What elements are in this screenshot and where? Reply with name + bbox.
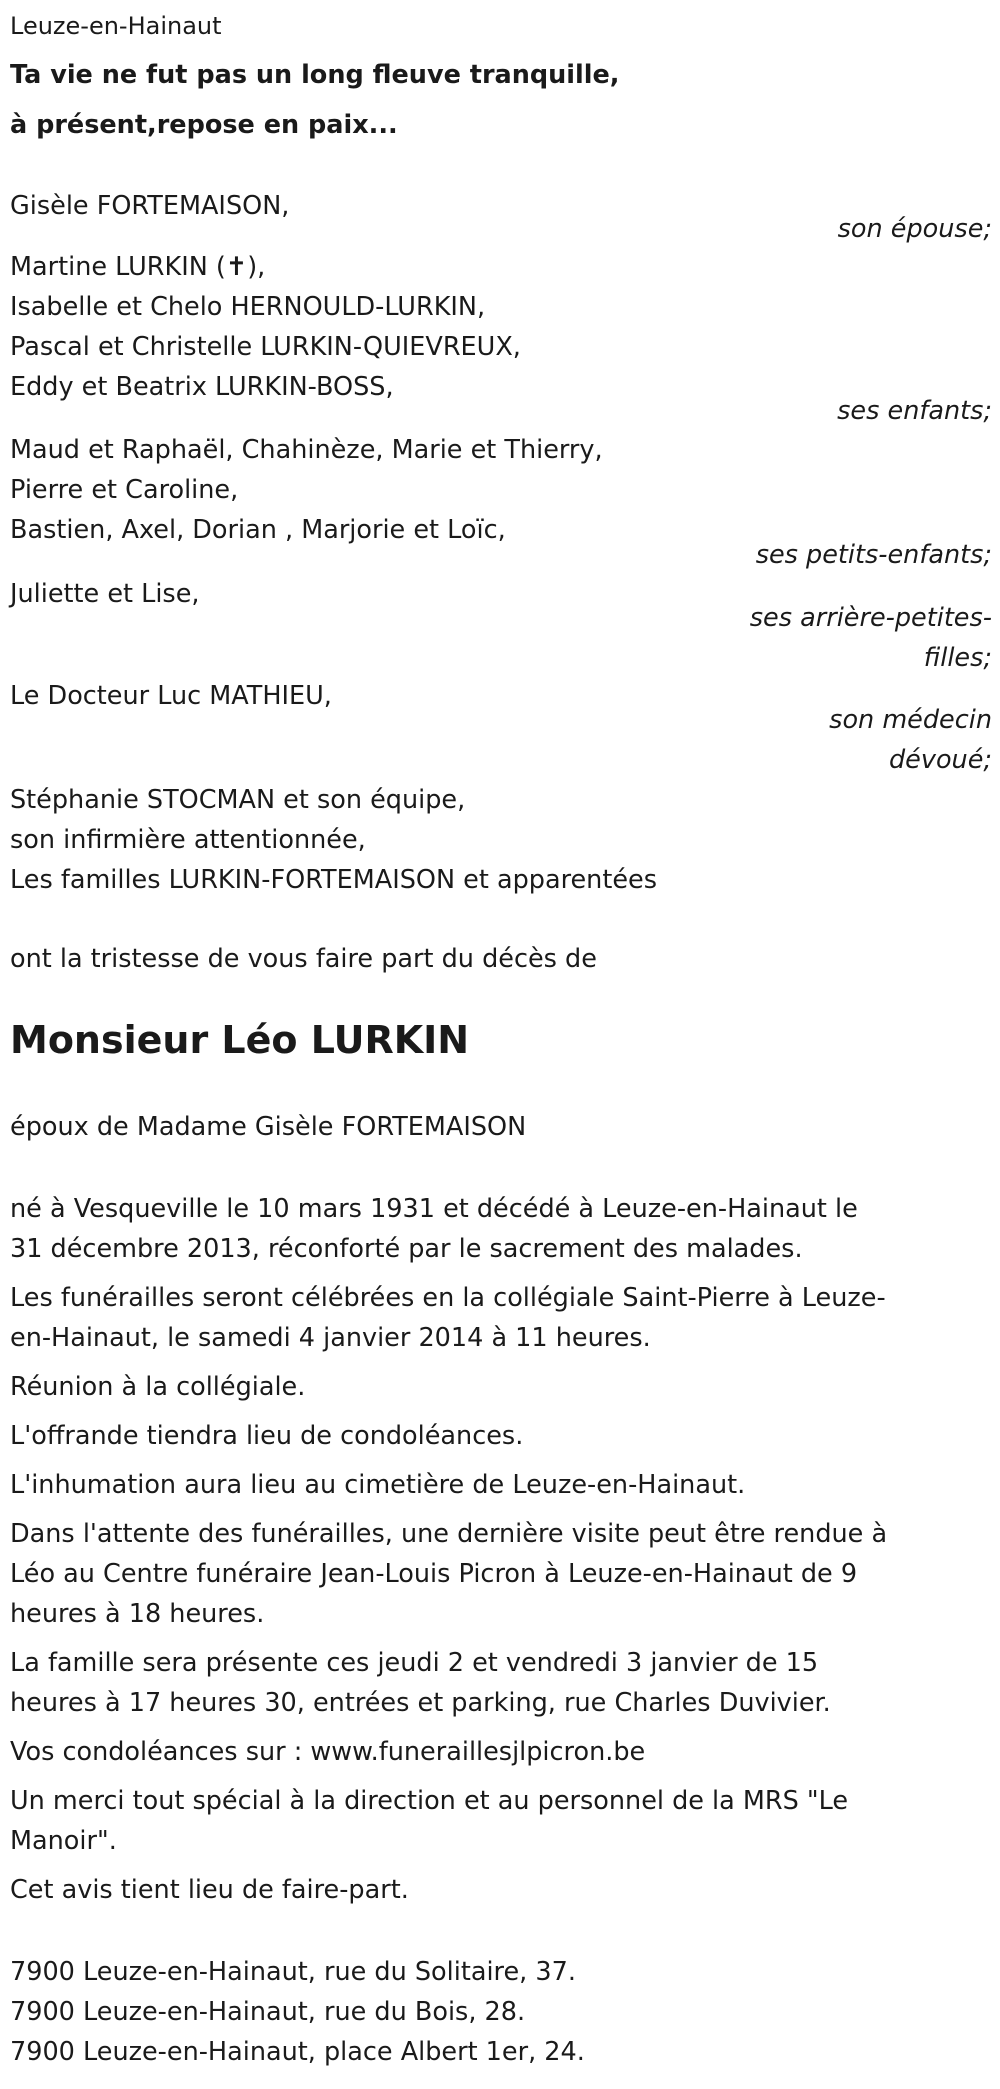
doctor-role-2: dévoué; xyxy=(888,745,992,775)
doctor-name: Le Docteur Luc MATHIEU, xyxy=(10,681,332,711)
verse-line-2: à présent,repose en paix... xyxy=(10,110,398,140)
announcement-text: ont la tristesse de vous faire part du décès de xyxy=(10,944,597,974)
child-name: Martine LURKIN (✝), xyxy=(10,252,266,282)
great-grandchild-name: Juliette et Lise, xyxy=(10,579,200,609)
grandchild-name: Pierre et Caroline, xyxy=(10,475,239,505)
grandchild-name: Maud et Raphaël, Chahinèze, Marie et Thierry, xyxy=(10,435,603,465)
other-mourner: son infirmière attentionnée, xyxy=(10,825,366,855)
detail-paragraph: né à Vesqueville le 10 mars 1931 et décédé à Leuze-en-Hainaut le 31 décembre 2013, réconforté par le sacrement des malades. xyxy=(10,1194,858,1264)
deceased-name: Monsieur Léo LURKIN xyxy=(10,1018,470,1062)
detail-paragraph: L'offrande tiendra lieu de condoléances. xyxy=(10,1421,524,1451)
other-mourner: Stéphanie STOCMAN et son équipe, xyxy=(10,785,466,815)
location-header: Leuze-en-Hainaut xyxy=(10,12,222,40)
verse-line-1: Ta vie ne fut pas un long fleuve tranquille, xyxy=(10,60,620,90)
grandchild-name: Bastien, Axel, Dorian , Marjorie et Loïc, xyxy=(10,515,506,545)
spouse-role: son épouse; xyxy=(837,214,992,244)
condolences-link-text: Vos condoléances sur : www.funeraillesjlpicron.be xyxy=(10,1737,646,1767)
address-line: 7900 Leuze-en-Hainaut, place Albert 1er, 24. xyxy=(10,2037,585,2067)
child-name: Pascal et Christelle LURKIN-QUIEVREUX, xyxy=(10,332,521,362)
spouse-name: Gisèle FORTEMAISON, xyxy=(10,191,290,221)
deceased-spouse-line: époux de Madame Gisèle FORTEMAISON xyxy=(10,1112,527,1142)
detail-paragraph: Dans l'attente des funérailles, une dernière visite peut être rendue à Léo au Centre funéraire Jean-Louis Picron à Leuze-en-Hainaut de 9 heures à 18 heures. xyxy=(10,1519,888,1629)
other-mourner: Les familles LURKIN-FORTEMAISON et apparentées xyxy=(10,865,658,895)
great-grandchildren-role-2: filles; xyxy=(923,643,992,673)
address-line: 7900 Leuze-en-Hainaut, rue du Solitaire, 37. xyxy=(10,1957,576,1987)
address-line: 7900 Leuze-en-Hainaut, rue du Bois, 28. xyxy=(10,1997,526,2027)
doctor-role-1: son médecin xyxy=(829,705,992,735)
detail-paragraph: Les funérailles seront célébrées en la collégiale Saint-Pierre à Leuze-en-Hainaut, le samedi 4 janvier 2014 à 11 heures. xyxy=(10,1283,886,1353)
detail-paragraph: Cet avis tient lieu de faire-part. xyxy=(10,1875,409,1905)
details-block xyxy=(10,1189,895,1910)
great-grandchildren-role-1: ses arrière-petites- xyxy=(749,603,992,633)
child-name: Eddy et Beatrix LURKIN-BOSS, xyxy=(10,372,394,402)
children-role: ses enfants; xyxy=(837,396,992,426)
detail-paragraph: La famille sera présente ces jeudi 2 et vendredi 3 janvier de 15 heures à 17 heures 30, entrées et parking, rue Charles Duvivier. xyxy=(10,1648,831,1718)
child-name: Isabelle et Chelo HERNOULD-LURKIN, xyxy=(10,292,486,322)
detail-paragraph: Réunion à la collégiale. xyxy=(10,1372,306,1402)
detail-paragraph: L'inhumation aura lieu au cimetière de Leuze-en-Hainaut. xyxy=(10,1470,746,1500)
grandchildren-role: ses petits-enfants; xyxy=(755,540,992,570)
detail-paragraph: Un merci tout spécial à la direction et au personnel de la MRS "Le Manoir". xyxy=(10,1786,849,1856)
